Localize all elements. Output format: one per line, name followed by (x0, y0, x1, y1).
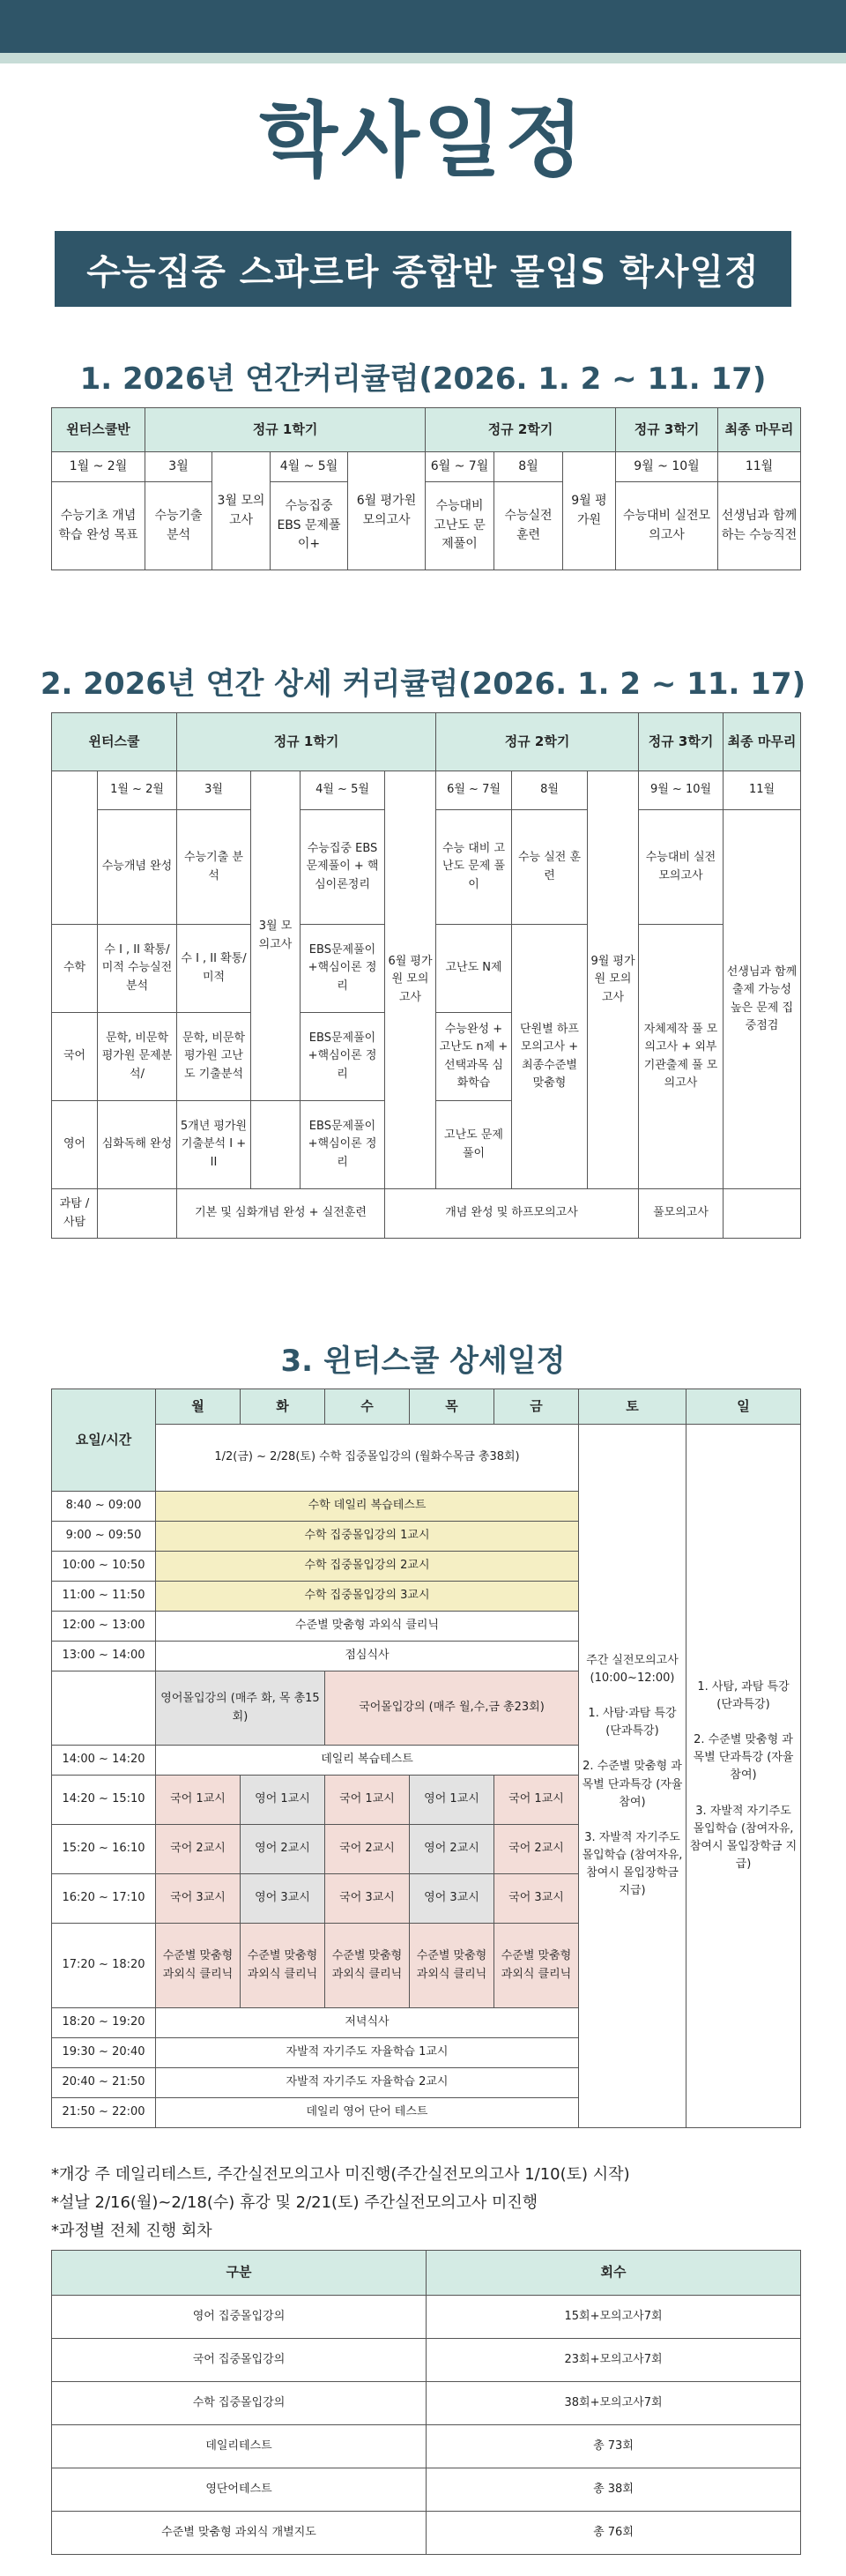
summary-label: 영단어테스트 (52, 2468, 427, 2512)
goal-cell: 수능집중 EBS문제풀이 + 핵심이론정리 (301, 810, 385, 925)
summary-label: 국어 집중몰입강의 (52, 2339, 427, 2382)
day-header: 화 (241, 1389, 325, 1425)
day-header: 목 (410, 1389, 494, 1425)
exam-cell: 9월 평가원 (563, 452, 616, 570)
exam-cell: 3월 모의고사 (251, 771, 301, 1101)
sunday-cell: 1. 사탐, 과탐 특강 (단과특강) 2. 수준별 맞춤형 과목별 단과특강 (자율참여) 3. 자발적 자기주도 몰입학습 (참여자유, 참여시 몰입장학금 지급) (686, 1425, 801, 2128)
class-cell: 국어 3교시 (325, 1874, 410, 1924)
month-cell: 8월 (512, 771, 588, 810)
exam-cell: 6월 평가원 모의고사 (348, 452, 426, 570)
class-cell: 국어 3교시 (156, 1874, 241, 1924)
section3-title: 3. 윈터스쿨 상세일정 (280, 1344, 566, 1379)
summary-value: 23회+모의고사7회 (427, 2339, 801, 2382)
english-cell: EBS문제풀이 +핵심이론 정리 (301, 1101, 385, 1189)
class-cell: 영어 1교시 (410, 1776, 494, 1825)
english-cell: 심화독해 완성 (98, 1101, 177, 1189)
day-header: 일 (686, 1389, 801, 1425)
clinic-cell: 수준별 맞춤형 과외식 클리닉 (494, 1924, 579, 2008)
exam-cell: 3월 모의고사 (212, 452, 271, 570)
section1-title: 1. 2026년 연간커리큘럼(2026. 1. 2 ~ 11. 17) (79, 361, 767, 397)
summary-label: 수준별 맞춤형 과외식 개별지도 (52, 2512, 427, 2555)
korean-block: 국어몰입강의 (매주 월,수,금 총23회) (325, 1671, 579, 1746)
time-cell: 12:00 ~ 13:00 (52, 1612, 156, 1642)
summary-value: 15회+모의고사7회 (427, 2296, 801, 2339)
header-term2: 정규 2학기 (436, 713, 639, 771)
summary-value: 38회+모의고사7회 (427, 2382, 801, 2425)
subject-cell: 국어 (52, 1013, 98, 1101)
korean-cell: 문학, 비문학 평가원 고난도 기출분석 (177, 1013, 251, 1101)
day-header: 월 (156, 1389, 241, 1425)
month-cell: 6월 ~ 7월 (426, 452, 494, 482)
winter-schedule-table (51, 1389, 801, 2128)
math-cell: EBS문제풀이 +핵심이론 정리 (301, 925, 385, 1013)
section2-title: 2. 2026년 연간 상세 커리큘럼(2026. 1. 2 ~ 11. 17) (40, 666, 806, 702)
content-cell: 수능실전 훈련 (494, 482, 563, 570)
class-cell: 국어 3교시 (494, 1874, 579, 1924)
subject-cell: 수학 (52, 925, 98, 1013)
class-cell: 영어 1교시 (241, 1776, 325, 1825)
exam-cell: 6월 평가원 모의고사 (385, 771, 436, 1189)
month-cell: 4월 ~ 5월 (271, 452, 348, 482)
content-cell: 수능기초 개념학습 완성 목표 (52, 482, 145, 570)
class-cell: 국어 2교시 (325, 1825, 410, 1874)
time-cell: 14:20 ~ 15:10 (52, 1776, 156, 1825)
month-cell: 8월 (494, 452, 563, 482)
time-cell: 10:00 ~ 10:50 (52, 1552, 156, 1582)
english-cell: 고난도 문제풀이 (436, 1101, 512, 1189)
schedule-cell: 저녁식사 (156, 2008, 579, 2038)
blank-cell (98, 1189, 177, 1239)
goal-cell: 수능개념 완성 (98, 810, 177, 925)
schedule-cell: 수학 집중몰입강의 2교시 (156, 1552, 579, 1582)
goal-cell: 수능기출 분석 (177, 810, 251, 925)
class-cell: 국어 1교시 (325, 1776, 410, 1825)
day-header: 금 (494, 1389, 579, 1425)
content-cell: 선생님과 함께하는 수능직전 (718, 482, 801, 570)
summary-table (51, 2250, 801, 2555)
month-cell: 1월 ~ 2월 (98, 771, 177, 810)
math-cell: 수 I , II 확통/미적 (177, 925, 251, 1013)
annual-curriculum-table (51, 407, 801, 570)
month-cell: 4월 ~ 5월 (301, 771, 385, 810)
korean-cell: 문학, 비문학 평가원 문제분석/ (98, 1013, 177, 1101)
blank-cell (52, 771, 98, 925)
schedule-cell: 점심식사 (156, 1642, 579, 1671)
summary-label: 데일리테스트 (52, 2425, 427, 2468)
goal-cell: 수능대비 실전모의고사 (639, 810, 724, 925)
time-cell: 13:00 ~ 14:00 (52, 1642, 156, 1671)
goal-cell: 수능 대비 고난도 문제 풀이 (436, 810, 512, 925)
summary-header: 회수 (427, 2251, 801, 2296)
content-cell: 수능대비 실전모의고사 (616, 482, 718, 570)
page-title: 학사일정 (259, 93, 587, 188)
subject-cell: 과탐 /사탐 (52, 1189, 98, 1239)
class-cell: 영어 3교시 (410, 1874, 494, 1924)
content-cell: 수능기출 분석 (145, 482, 212, 570)
time-cell: 19:30 ~ 20:40 (52, 2038, 156, 2068)
korean-cell: 수능완성 + 고난도 n제 + 선택과목 심화학습 (436, 1013, 512, 1101)
note-line: *개강 주 데일리테스트, 주간실전모의고사 미진행(주간실전모의고사 1/10(토) 시작) (51, 2165, 630, 2184)
class-cell: 국어 2교시 (156, 1825, 241, 1874)
period-cell: 1/2(금) ~ 2/28(토) 수학 집중몰입강의 (월화수목금 총38회) (156, 1425, 579, 1492)
schedule-cell: 자발적 자기주도 자율학습 2교시 (156, 2068, 579, 2098)
summary-label: 영어 집중몰입강의 (52, 2296, 427, 2339)
blank-cell (52, 1671, 156, 1746)
header-term3: 정규 3학기 (639, 713, 724, 771)
science-cell: 풀모의고사 (639, 1189, 724, 1239)
time-cell: 21:50 ~ 22:00 (52, 2098, 156, 2128)
summary-value: 총 73회 (427, 2425, 801, 2468)
time-cell: 18:20 ~ 19:20 (52, 2008, 156, 2038)
header-term1: 정규 1학기 (145, 408, 426, 452)
subject-cell: 영어 (52, 1101, 98, 1189)
schedule-cell: 데일리 복습테스트 (156, 1746, 579, 1776)
exam-cell: 9월 평가원 모의고사 (588, 771, 639, 1189)
day-header: 토 (579, 1389, 686, 1425)
goal-cell: 수능 실전 훈련 (512, 810, 588, 925)
month-cell: 11월 (724, 771, 801, 810)
month-cell: 3월 (145, 452, 212, 482)
korean-cell: EBS문제풀이 +핵심이론 정리 (301, 1013, 385, 1101)
time-cell: 8:40 ~ 09:00 (52, 1492, 156, 1522)
content-cell: 수능집중 EBS 문제풀이+ (271, 482, 348, 570)
clinic-cell: 수준별 맞춤형 과외식 클리닉 (156, 1924, 241, 2008)
month-cell: 9월 ~ 10월 (639, 771, 724, 810)
top-bar-accent (0, 53, 846, 63)
time-cell: 16:20 ~ 17:10 (52, 1874, 156, 1924)
time-cell: 9:00 ~ 09:50 (52, 1522, 156, 1552)
class-cell: 영어 2교시 (410, 1825, 494, 1874)
class-cell: 영어 3교시 (241, 1874, 325, 1924)
header-final: 최종 마무리 (718, 408, 801, 452)
clinic-cell: 수준별 맞춤형 과외식 클리닉 (241, 1924, 325, 2008)
science-cell: 개념 완성 및 하프모의고사 (385, 1189, 639, 1239)
aug-cell: 단원별 하프 모의고사 + 최종수준별 맞춤형 (512, 925, 588, 1189)
class-cell: 국어 1교시 (494, 1776, 579, 1825)
schedule-cell: 수학 집중몰입강의 1교시 (156, 1522, 579, 1552)
saturday-cell: 주간 실전모의고사 (10:00~12:00) 1. 사탐·과탐 특강 (단과특강) 2. 수준별 맞춤형 과목별 단과특강 (자율참여) 3. 자발적 자기주도 몰입학습 (참여자유, 참여시 몰입장학금 지급) (579, 1425, 686, 2128)
month-cell: 9월 ~ 10월 (616, 452, 718, 482)
header-term1: 정규 1학기 (177, 713, 436, 771)
corner-header: 요일/시간 (52, 1389, 156, 1492)
class-cell: 국어 1교시 (156, 1776, 241, 1825)
schedule-cell: 자발적 자기주도 자율학습 1교시 (156, 2038, 579, 2068)
note-line: *과정별 전체 진행 회차 (51, 2222, 212, 2240)
time-cell: 11:00 ~ 11:50 (52, 1582, 156, 1612)
content-cell: 수능대비 고난도 문제풀이 (426, 482, 494, 570)
summary-value: 총 76회 (427, 2512, 801, 2555)
header-term3: 정규 3학기 (616, 408, 718, 452)
english-cell: 5개년 평가원 기출분석 I + II (177, 1101, 251, 1189)
time-cell: 20:40 ~ 21:50 (52, 2068, 156, 2098)
schedule-cell: 데일리 영어 단어 테스트 (156, 2098, 579, 2128)
class-cell: 영어 2교시 (241, 1825, 325, 1874)
top-bar (0, 0, 846, 53)
math-cell: 수 I , II 확통/미적 수능실전분석 (98, 925, 177, 1013)
header-term2: 정규 2학기 (426, 408, 616, 452)
time-cell: 15:20 ~ 16:10 (52, 1825, 156, 1874)
header-winter: 윈터스쿨 (52, 713, 177, 771)
summary-value: 총 38회 (427, 2468, 801, 2512)
summary-label: 수학 집중몰입강의 (52, 2382, 427, 2425)
month-cell: 6월 ~ 7월 (436, 771, 512, 810)
schedule-cell: 수학 데일리 복습테스트 (156, 1492, 579, 1522)
month-cell: 1월 ~ 2월 (52, 452, 145, 482)
clinic-cell: 수준별 맞춤형 과외식 클리닉 (325, 1924, 410, 2008)
time-cell: 14:00 ~ 14:20 (52, 1746, 156, 1776)
schedule-cell: 수학 집중몰입강의 3교시 (156, 1582, 579, 1612)
schedule-cell: 수준별 맞춤형 과외식 클리닉 (156, 1612, 579, 1642)
blank-cell (724, 1189, 801, 1239)
summary-header: 구분 (52, 2251, 427, 2296)
detail-curriculum-table (51, 712, 801, 1239)
header-winter: 윈터스쿨반 (52, 408, 145, 452)
month-cell: 3월 (177, 771, 251, 810)
header-final: 최종 마무리 (724, 713, 801, 771)
sep-cell: 자체제작 풀 모의고사 + 외부기관출제 풀 모의고사 (639, 925, 724, 1189)
blank-cell (251, 1101, 301, 1189)
time-cell: 17:20 ~ 18:20 (52, 1924, 156, 2008)
day-header: 수 (325, 1389, 410, 1425)
math-cell: 고난도 N제 (436, 925, 512, 1013)
clinic-cell: 수준별 맞춤형 과외식 클리닉 (410, 1924, 494, 2008)
class-cell: 국어 2교시 (494, 1825, 579, 1874)
page-banner: 수능집중 스파르타 종합반 몰입S 학사일정 (55, 231, 791, 307)
english-block: 영어몰입강의 (매주 화, 목 총15회) (156, 1671, 325, 1746)
final-cell: 선생님과 함께 출제 가능성 높은 문제 집중점검 (724, 810, 801, 1189)
note-line: *설날 2/16(월)~2/18(수) 휴강 및 2/21(토) 주간실전모의고사 미진행 (51, 2193, 538, 2212)
science-cell: 기본 및 심화개념 완성 + 실전훈련 (177, 1189, 385, 1239)
month-cell: 11월 (718, 452, 801, 482)
